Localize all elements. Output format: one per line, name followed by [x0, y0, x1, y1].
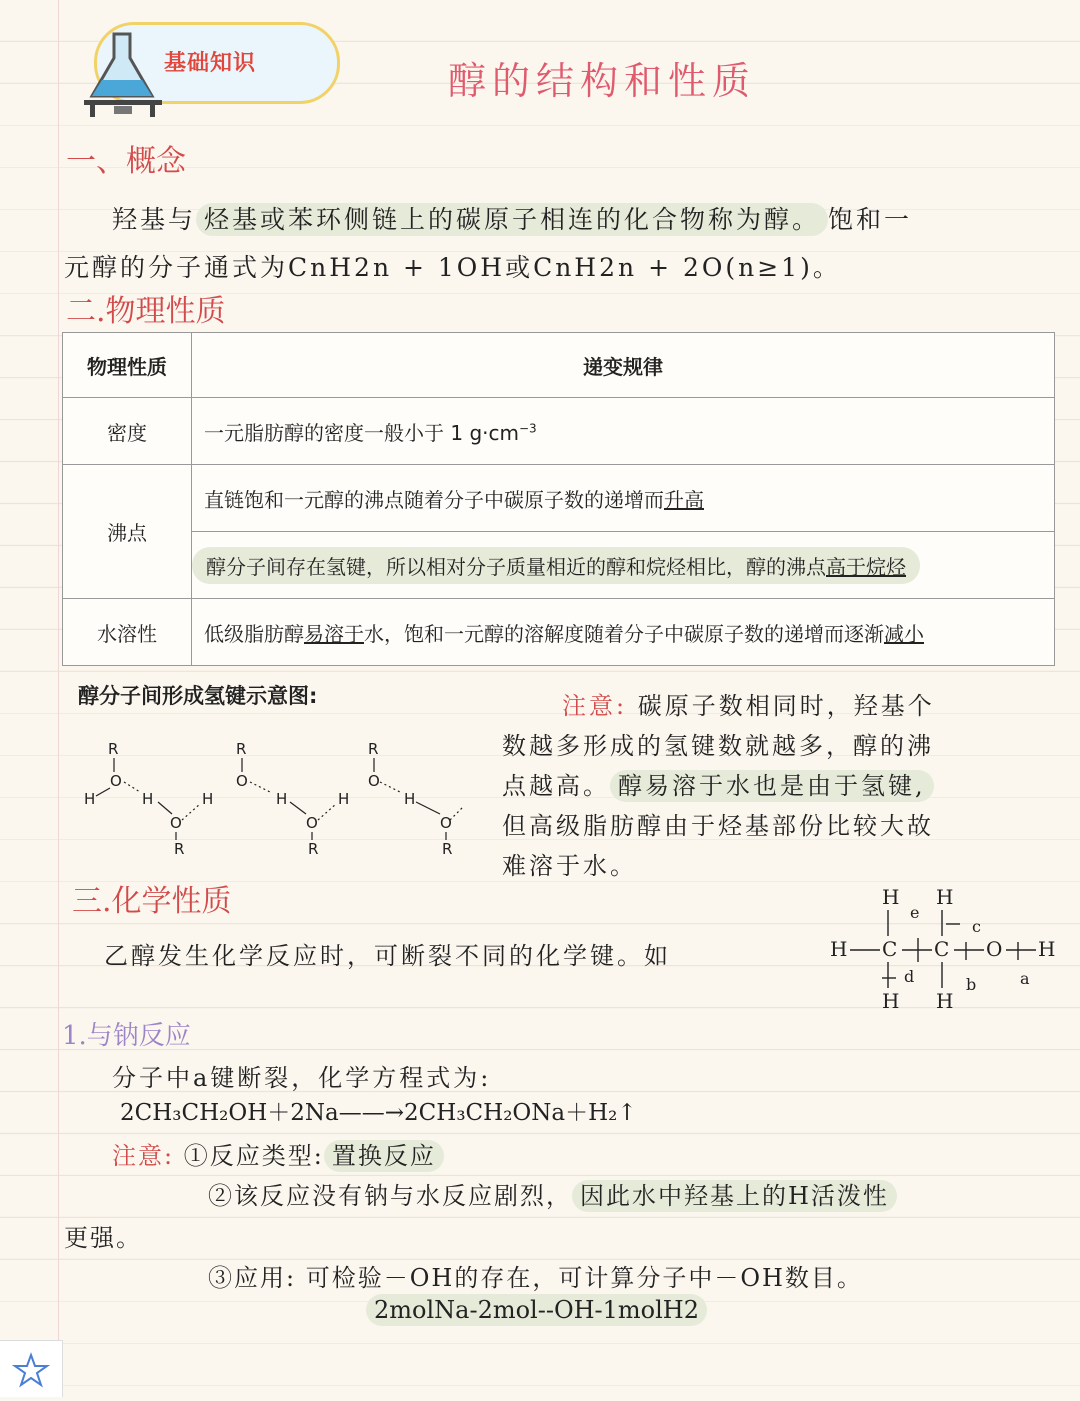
- section2-heading: 二.物理性质: [66, 294, 226, 329]
- reaction1-note3: ③应用: 可检验－OH的存在，可计算分子中－OH数目。: [208, 1264, 863, 1292]
- atom-h: H: [142, 790, 154, 808]
- atom-r: R: [108, 740, 119, 758]
- reaction1-note2: ②该反应没有钠与水反应剧烈， 因此水中羟基上的H活泼性: [208, 1176, 897, 1211]
- atom-h: H: [202, 790, 214, 808]
- atom-o: O: [368, 772, 380, 790]
- atom-r: R: [368, 740, 379, 758]
- reaction1-note1: 注意: ①反应类型: 置换反应: [112, 1136, 444, 1171]
- atom-o: O: [236, 772, 248, 790]
- atom-r: R: [442, 840, 453, 858]
- solubility-text: 低级脂肪醇易溶于水，饱和一元醇的溶解度随着分子中碳原子数的递增而逐渐减小: [192, 599, 1055, 666]
- section1-heading: 一、概念: [66, 144, 186, 179]
- concept-highlight: 烃基或苯环侧链上的碳原子相连的化合物称为醇。: [196, 203, 828, 236]
- reaction1-heading: 1.与钠反应: [62, 1021, 191, 1051]
- atom-r: R: [174, 840, 185, 858]
- atom-r: R: [236, 740, 247, 758]
- svg-text:H: H: [830, 937, 848, 961]
- hbond-caption: 醇分子间形成氢键示意图:: [78, 684, 318, 708]
- note1: 注意: 碳原子数相同时，羟基个 数越多形成的氢键数就越多，醇的沸 点越高。 醇易溶于水也是由于氢键, 但高级脂肪醇由于烃基部份比较大故 难溶于水。: [502, 692, 935, 880]
- svg-text:H: H: [882, 989, 900, 1013]
- boiling-row2: 醇分子间存在氢键，所以相对分子质量相近的醇和烷烃相比，醇的沸点高于烷烃: [192, 532, 1055, 599]
- reaction1-note2-end: 更强。: [64, 1224, 142, 1252]
- svg-text:b: b: [966, 975, 977, 994]
- atom-r: R: [308, 840, 319, 858]
- svg-text:H: H: [936, 989, 954, 1013]
- bookmark-button[interactable]: [0, 1340, 63, 1397]
- svg-text:a: a: [1020, 969, 1030, 988]
- ethanol-structure: [826, 880, 1066, 1015]
- boiling-row1: 直链饱和一元醇的沸点随着分子中碳原子数的递增而升高: [192, 465, 1055, 532]
- svg-text:O: O: [986, 937, 1003, 961]
- concept-text-a: 羟基与: [112, 205, 197, 234]
- reaction1-note-label: 注意:: [112, 1142, 175, 1170]
- atom-h: H: [404, 790, 416, 808]
- solubility-label: 水溶性: [63, 599, 192, 666]
- svg-text:c: c: [972, 917, 981, 936]
- boiling-label: 沸点: [63, 465, 192, 599]
- atom-o: O: [440, 814, 452, 832]
- concept-line1: [112, 195, 912, 245]
- atom-h: H: [338, 790, 350, 808]
- concept-text-c: 饱和一: [828, 205, 913, 234]
- atom-h: H: [84, 790, 96, 808]
- svg-text:H: H: [882, 885, 900, 909]
- reaction1-desc: 分子中a键断裂，化学方程式为:: [112, 1064, 492, 1092]
- atom-o: O: [170, 814, 182, 832]
- properties-table: [62, 332, 1055, 666]
- table-header-rule: 递变规律: [192, 333, 1055, 398]
- reactivity-highlight: 因此水中羟基上的H活泼性: [572, 1180, 897, 1212]
- note1-label: 注意:: [562, 692, 628, 720]
- star-icon: [0, 1341, 62, 1397]
- density-label: 密度: [63, 398, 192, 465]
- page-title: 醇的结构和性质: [448, 59, 757, 103]
- note1-highlight: 醇易溶于水也是由于氢键,: [610, 770, 934, 802]
- hbond-diagram: [70, 730, 490, 860]
- svg-text:C: C: [882, 937, 898, 961]
- table-header-property: 物理性质: [63, 333, 192, 398]
- section3-heading: 三.化学性质: [72, 884, 232, 919]
- atom-h: H: [276, 790, 288, 808]
- section3-intro: 乙醇发生化学反应时，可断裂不同的化学键。如: [104, 942, 671, 970]
- atom-o: O: [306, 814, 318, 832]
- density-text: 一元脂肪醇的密度一般小于 1 $g\cdot cm^{-3}$: [192, 398, 1055, 465]
- badge-label: 基础知识: [164, 51, 257, 76]
- margin-rule: [58, 0, 59, 1396]
- svg-text:C: C: [934, 937, 950, 961]
- svg-text:H: H: [1038, 937, 1056, 961]
- concept-line2: 元醇的分子通式为CnH2n + 1OH或CnH2n + 2O(n≥1)。: [64, 253, 841, 282]
- svg-text:H: H: [936, 885, 954, 909]
- reaction-type-highlight: 置换反应: [324, 1140, 444, 1172]
- flask-icon: [78, 28, 168, 118]
- reaction1-equation: 2CH₃CH₂OH＋2Na——→2CH₃CH₂ONa＋H₂↑: [120, 1100, 637, 1126]
- svg-text:d: d: [904, 967, 915, 986]
- reaction1-note3b: 2molNa-2mol--OH-1molH2: [366, 1296, 707, 1324]
- svg-text:e: e: [910, 903, 920, 922]
- badge: [78, 10, 346, 112]
- atom-o: O: [110, 772, 122, 790]
